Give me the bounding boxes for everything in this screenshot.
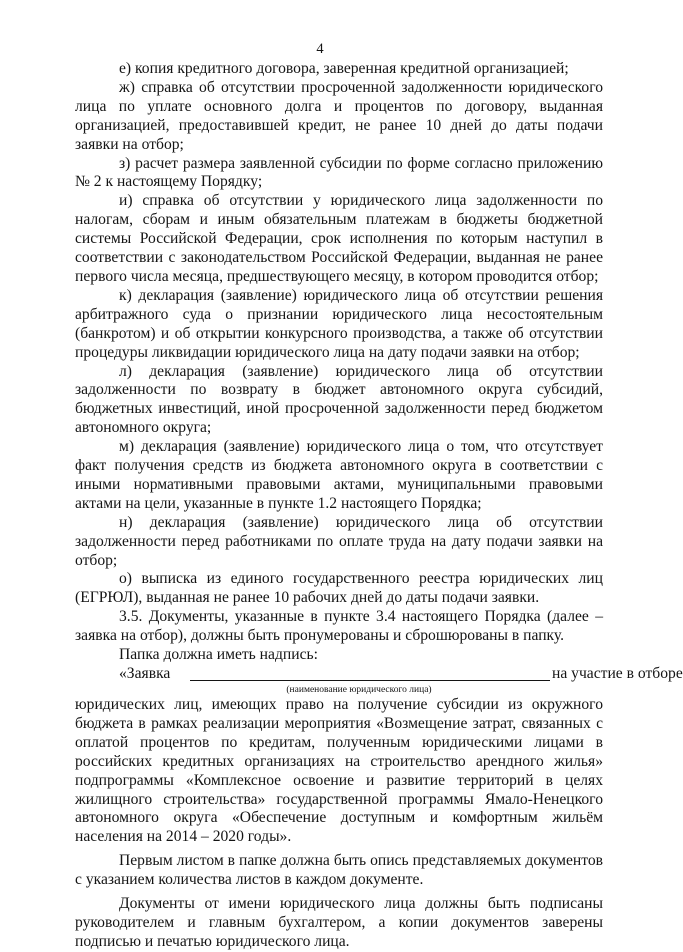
folder-label-intro: Папка должна иметь надпись: (119, 646, 318, 664)
signature-rule: Документы от имени юридического лица должны быть подписаны руководителем и главным бухгалтером, а копии документов заверены подписью и печатью юридического лица. (75, 895, 603, 950)
label-continuation: юридических лиц, имеющих право на получение субсидии из окружного бюджета в рамках реализации мероприятия «Возмещение затрат, связанных с оплатой процентов по кредитам, полученным юридическими лицами в российских кредитных организациях на строительство арендного жилья» подпрограммы «Комплексное освоение и развитие территорий в целях жилищного строительства» государственной программы Ямало-Ненецкого автономного округа «Обеспечение доступным и комфортным жильём населения на 2014 – 2020 годы». (75, 696, 603, 846)
list-item-i: и) справка об отсутствии у юридического лица задолженности по налогам, сборам и иным обязательным платежам в бюджеты бюджетной системы Российской Федерации, срок исполнения по которым наступил в соответствии с законодательством Российской Федерации, выданная не ранее первого числа месяца, предшествующего месяцу, в котором проводится отбор; (75, 192, 603, 285)
list-item-k: к) декларация (заявление) юридического лица об отсутствии решения арбитражного суда о признании юридического лица несостоятельным (банкротом) и об открытии конкурсного производства, а также об отсутствии процедуры ликвидации юридического лица на дату подачи заявки на отбор; (75, 286, 603, 361)
list-item-l: л) декларация (заявление) юридического лица об отсутствии задолженности по возврату в бюджет автономного округа субсидий, бюджетных инвестиций, иной просроченной задолженности перед бюджетом автономного округа; (75, 362, 603, 437)
list-item-z: з) расчет размера заявленной субсидии по форме согласно приложению № 2 к настоящему Порядку; (75, 154, 603, 191)
page-number: 4 (316, 41, 324, 57)
list-item-n: н) декларация (заявление) юридического лица об отсутствии задолженности перед работниками по оплате труда на дату подачи заявки на отбор; (75, 513, 603, 569)
document-body (75, 60, 683, 952)
label-tail: на участие в отборе (552, 665, 683, 682)
list-item-zh: ж) справка об отсутствии просроченной задолженности юридического лица по уплате основного долга и процентов по договору, выданная организацией, предоставившей кредит, не ранее 10 дней до даты подачи заявки на отбор; (75, 78, 603, 153)
label-lead: «Заявка (119, 665, 171, 682)
label-template-line (75, 665, 683, 684)
list-item-m: м) декларация (заявление) юридического лица о том, что отсутствует факт получения средств из бюджета автономного округа в соответствии с иными нормативными правовыми актами, муниципальными правовыми актами на цели, указанные в пункте 1.2 настоящего Порядка; (75, 438, 603, 512)
blank-caption: (наименование юридического лица) (286, 685, 432, 695)
list-item-e: е) копия кредитного договора, заверенная кредитной организацией; (119, 60, 569, 77)
organization-name-blank (190, 665, 550, 681)
list-item-o: о) выписка из единого государственного реестра юридических лиц (ЕГРЮЛ), выданная не ранее 10 рабочих дней до даты подачи заявки. (75, 570, 603, 607)
first-sheet-rule: Первым листом в папке должна быть опись представляемых документов с указанием количества листов в каждом документе. (75, 852, 603, 889)
section-3-5: 3.5. Документы, указанные в пункте 3.4 настоящего Порядка (далее – заявка на отбор), должны быть пронумерованы и сброшюрованы в папку. (75, 608, 603, 645)
